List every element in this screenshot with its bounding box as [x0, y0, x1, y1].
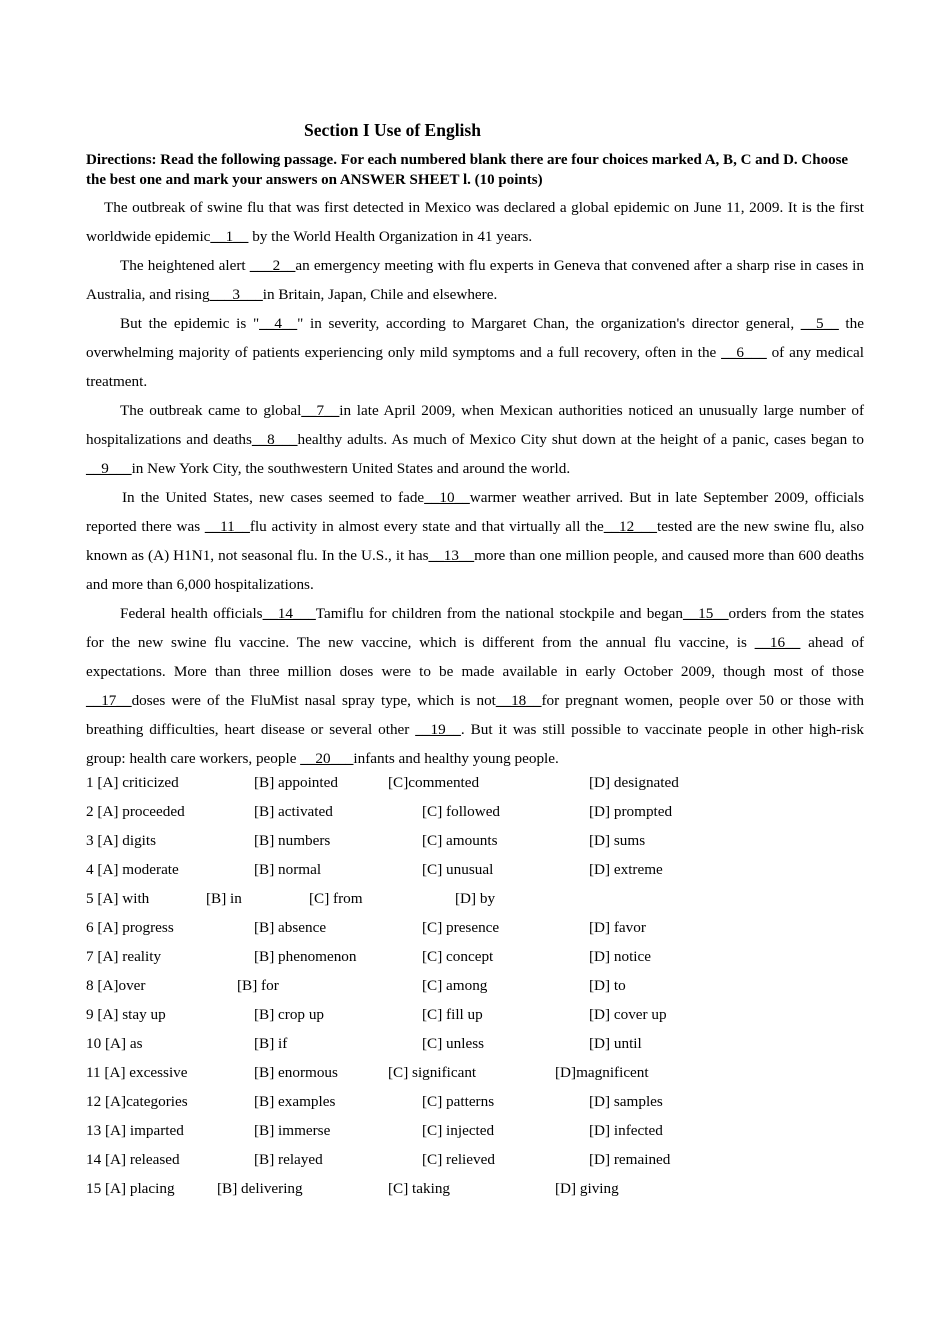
passage-paragraph [86, 251, 864, 309]
passage-text: flu activity in almost every state and that virtually all the [249, 518, 604, 535]
option-d: [D] sums [589, 832, 646, 849]
passage-text: of any medical treatment. [86, 344, 864, 390]
option-d: [D] giving [555, 1180, 619, 1197]
option-c: [C] taking [388, 1180, 451, 1197]
option-b: [B] enormous [254, 1064, 338, 1081]
option-d: [D] samples [589, 1093, 663, 1110]
option-c: [C] concept [422, 948, 494, 965]
option-a: 14 [A] released [86, 1151, 180, 1168]
passage-text: Tamiflu for children from the national stockpile and began [315, 605, 683, 622]
passage-text: tested are the new swine flu, also known as (A) H1N1, not seasonal flu. In the U.S., it has [86, 518, 864, 564]
passage-text: In the United States, new cases seemed to fade [122, 489, 425, 506]
passage-paragraph [86, 309, 864, 396]
passage-text: the overwhelming majority of patients experiencing only mild symptoms and a full recovery, often in the [86, 315, 864, 361]
option-d: [D] prompted [589, 803, 673, 820]
passage-paragraph [86, 599, 864, 773]
option-a: 3 [A] digits [86, 832, 157, 849]
answer-blank: __12___ [603, 518, 657, 535]
answer-blank: __20___ [300, 750, 354, 767]
passage-paragraph [86, 483, 864, 599]
answer-blank: __13__ [428, 547, 475, 564]
passage-text: by the World Health Organization in 41 years. [248, 228, 533, 245]
answer-blank: __8___ [251, 431, 298, 448]
directions: Directions: Read the following passage. For each numbered blank there are four choices marked A, B, C and D. Choose the best one and mark your answers on ANSWER SHEET l. (10 points) [86, 152, 849, 188]
passage-text: an emergency meeting with flu experts in Geneva that convened after a sharp rise in cases in Australia, and rising [86, 257, 864, 303]
option-c: [C]commented [388, 774, 480, 791]
option-a: 12 [A]categories [86, 1093, 188, 1110]
option-c: [C] injected [422, 1122, 495, 1139]
option-a: 8 [A]over [86, 977, 146, 994]
option-a: 13 [A] imparted [86, 1122, 184, 1139]
option-b: [B] numbers [254, 832, 331, 849]
option-c: [C] presence [422, 919, 500, 936]
passage-text: more than one million people, and caused more than 600 deaths and more than 6,000 hospitalizations. [86, 547, 865, 593]
option-d: [D] infected [589, 1122, 663, 1139]
option-c: [C] significant [388, 1064, 477, 1081]
passage-text: for pregnant women, people over 50 or those with breathing difficulties, heart disease or several other [86, 692, 865, 738]
passage-paragraph [86, 193, 864, 251]
passage-text: in Britain, Japan, Chile and elsewhere. [262, 286, 498, 303]
option-b: [B] examples [254, 1093, 336, 1110]
option-c: [C] from [309, 890, 363, 907]
passage-text: . But it was still possible to vaccinate people in other high-risk group: health care workers, people [86, 721, 864, 767]
option-b: [B] if [254, 1035, 288, 1052]
passage-text: doses were of the FluMist nasal spray type, which is not [131, 692, 496, 709]
option-d: [D]magnificent [555, 1064, 649, 1081]
option-c: [C] followed [422, 803, 501, 820]
answer-blank: __5__ [800, 315, 839, 332]
passage-text: " in severity, according to Margaret Chan, the organization's director general, [297, 315, 801, 332]
option-b: [B] in [206, 890, 242, 907]
option-c: [C] unless [422, 1035, 485, 1052]
section-title: Section I Use of English [304, 120, 481, 140]
option-d: [D] until [589, 1035, 642, 1052]
option-a: 1 [A] criticized [86, 774, 179, 791]
option-b: [B] immerse [254, 1122, 331, 1139]
option-b: [B] crop up [254, 1006, 325, 1023]
option-d: [D] notice [589, 948, 651, 965]
passage-text: ahead of expectations. More than three million doses were to be made available in early October 2009, though most of those [86, 634, 864, 680]
option-b: [B] appointed [254, 774, 338, 791]
passage-text: orders from the states for the new swine flu vaccine. The new vaccine, which is different from the annual flu vaccine, is [86, 605, 864, 651]
passage-text: warmer weather arrived. But in late September 2009, officials reported there was [86, 489, 864, 535]
passage-text: The outbreak came to global [120, 402, 302, 419]
option-b: [B] delivering [217, 1180, 303, 1197]
option-a: 7 [A] reality [86, 948, 162, 965]
answer-blank: __11__ [204, 518, 250, 535]
option-a: 15 [A] placing [86, 1180, 175, 1197]
passage [86, 193, 864, 773]
answer-blank: ___3___ [209, 286, 263, 303]
answer-blank: __4__ [259, 315, 298, 332]
answer-blank: __19__ [415, 721, 461, 738]
option-a: 6 [A] progress [86, 919, 174, 936]
option-a: 11 [A] excessive [86, 1064, 188, 1081]
passage-text: infants and healthy young people. [353, 750, 559, 767]
option-d: [D] to [589, 977, 626, 994]
option-a: 5 [A] with [86, 890, 150, 907]
option-c: [C] fill up [422, 1006, 483, 1023]
option-d: [D] extreme [589, 861, 663, 878]
option-b: [B] normal [254, 861, 322, 878]
option-a: 4 [A] moderate [86, 861, 179, 878]
option-c: [C] amounts [422, 832, 498, 849]
option-c: [C] unusual [422, 861, 494, 878]
option-c: [C] patterns [422, 1093, 495, 1110]
passage-text: The outbreak of swine flu that was first detected in Mexico was declared a global epidemic on June 11, 2009. It is the first worldwide epidemic [86, 199, 864, 245]
answer-blank: __18__ [495, 692, 542, 709]
option-a: 9 [A] stay up [86, 1006, 166, 1023]
passage-text: Federal health officials [120, 605, 263, 622]
option-d: [D] remained [589, 1151, 671, 1168]
option-c: [C] relieved [422, 1151, 495, 1168]
answer-blank: ___2__ [249, 257, 296, 274]
answer-blank: __7__ [301, 402, 340, 419]
answer-blank: __17__ [86, 692, 132, 709]
answer-blank: __6___ [721, 344, 767, 361]
answer-blank: __10__ [424, 489, 470, 506]
option-b: [B] absence [254, 919, 327, 936]
option-b: [B] phenomenon [254, 948, 357, 965]
answer-blank: __15__ [682, 605, 729, 622]
answer-blank: __1__ [210, 228, 249, 245]
option-d: [D] designated [589, 774, 679, 791]
answer-blank: __9___ [86, 460, 132, 477]
option-b: [B] activated [254, 803, 333, 820]
passage-paragraph [86, 396, 864, 483]
option-a: 10 [A] as [86, 1035, 143, 1052]
passage-text: But the epidemic is " [120, 315, 260, 332]
option-d: [D] favor [589, 919, 646, 936]
option-a: 2 [A] proceeded [86, 803, 185, 820]
option-c: [C] among [422, 977, 488, 994]
option-d: [D] cover up [589, 1006, 667, 1023]
option-b: [B] relayed [254, 1151, 323, 1168]
option-d: [D] by [455, 890, 496, 907]
option-b: [B] for [237, 977, 279, 994]
passage-text: healthy adults. As much of Mexico City shut down at the height of a panic, cases began to [297, 431, 864, 448]
passage-text: in New York City, the southwestern United States and around the world. [131, 460, 571, 477]
passage-text: The heightened alert [120, 257, 250, 274]
answer-blank: __16__ [754, 634, 801, 651]
answer-blank: __14___ [262, 605, 316, 622]
passage-text: in late April 2009, when Mexican authorities noticed an unusually large number of hospitalizations and deaths [86, 402, 865, 448]
